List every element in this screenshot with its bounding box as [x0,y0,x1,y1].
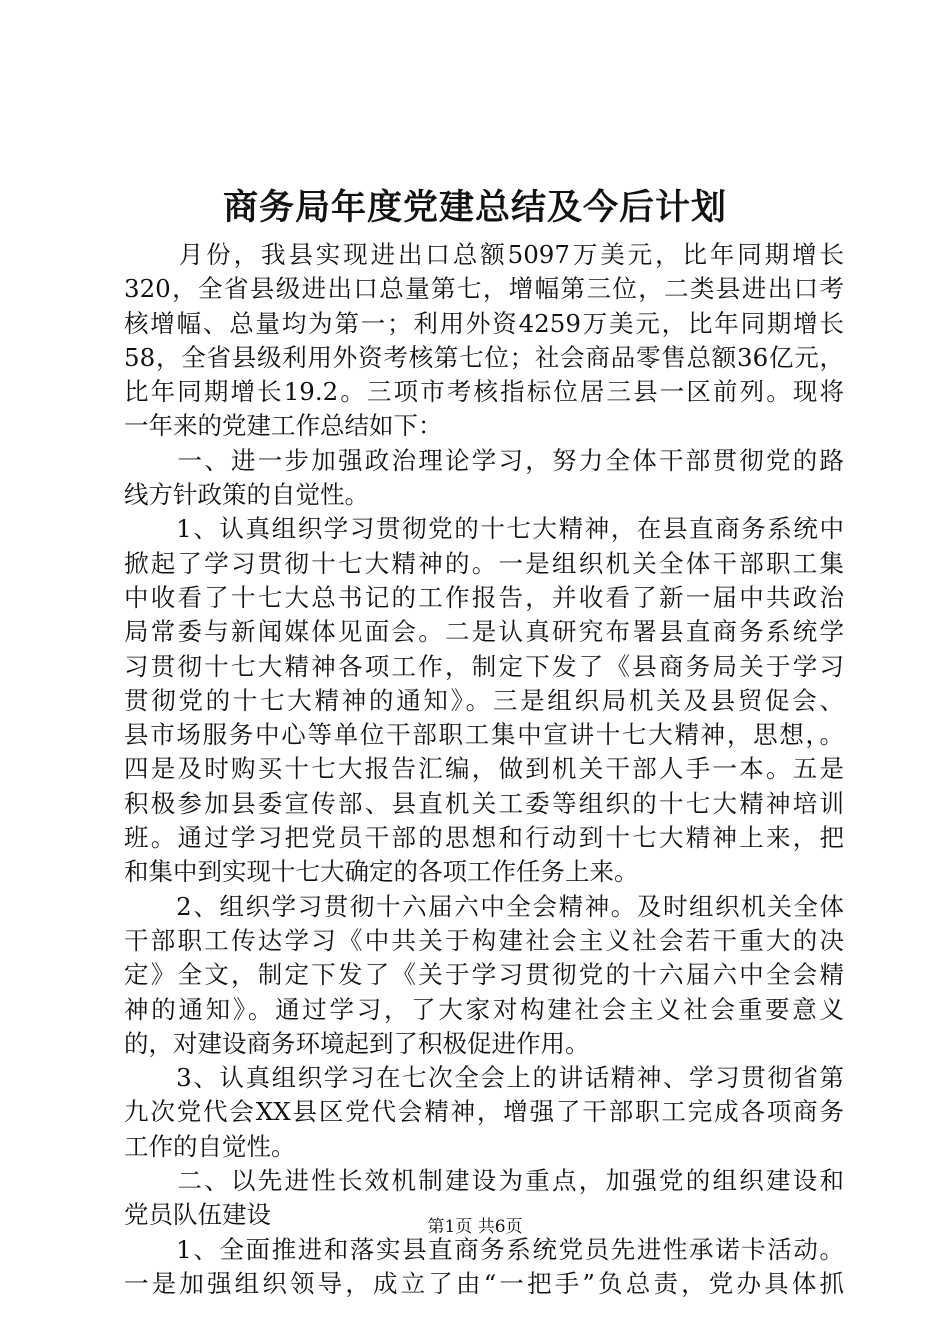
text-line: 干部职工传达学习《中共关于构建社会主义社会若干重大的决 [124,925,844,955]
document-body [124,238,844,1301]
text-line: 1、认真组织学习贯彻党的十七大精神，在县直商务系统中 [124,514,844,544]
text-line: 班。通过学习把党员干部的思想和行动到十七大精神上来，把 [124,823,844,853]
text-line: 比年同期增长19.2。三项市考核指标位居三县一区前列。现将 [124,377,844,407]
text-line: 的，对建设商务环境起到了积极促进作用。 [124,1028,590,1058]
text-line: 月份，我县实现进出口总额5097万美元，比年同期增长 [124,240,844,269]
text-line: 2、组织学习贯彻十六届六中全会精神。及时组织机关全体 [124,891,844,921]
text-line: 320，全省县级进出口总量第七，增幅第三位，二类县进出口考 [124,274,844,304]
text-line: 县市场服务中心等单位干部职工集中宣讲十七大精神，思想，。 [124,720,844,750]
text-line: 一、进一步加强政治理论学习，努力全体干部贯彻党的路 [124,445,844,475]
text-line: 神的通知》。通过学习，了大家对构建社会主义社会重要意义 [124,994,844,1024]
text-line: 工作的自觉性。 [124,1131,296,1161]
text-line: 1、全面推进和落实县直商务系统党员先进性承诺卡活动。 [124,1234,844,1264]
text-line: 中收看了十七大总书记的工作报告，并收看了新一届中共政治 [124,582,844,612]
text-line: 定》全文，制定下发了《关于学习贯彻党的十六届六中全会精 [124,960,844,990]
text-line: 和集中到实现十七大确定的各项工作任务上来。 [124,857,639,887]
page-footer: 第1页 共6页 [427,1217,523,1237]
text-line: 一年来的党建工作总结如下： [124,411,443,441]
text-line: 九次党代会XX县区党代会精神，增强了干部职工完成各项商务 [124,1097,844,1127]
text-line: 线方针政策的自觉性。 [124,480,369,510]
text-line: 四是及时购买十七大报告汇编，做到机关干部人手一本。五是 [124,754,844,784]
text-line: 习贯彻十七大精神各项工作，制定下发了《县商务局关于学习 [124,651,844,681]
text-line: 3、认真组织学习在七次全会上的讲话精神、学习贯彻省第 [124,1063,844,1093]
text-line: 掀起了学习贯彻十七大精神的。一是组织机关全体干部职工集 [124,548,844,578]
text-line: 贯彻党的十七大精神的通知》。三是组织局机关及县贸促会、 [124,685,844,715]
text-line: 积极参加县委宣传部、县直机关工委等组织的十七大精神培训 [124,788,844,818]
text-line: 核增幅、总量均为第一；利用外资4259万美元，比年同期增长 [124,308,844,338]
text-line: 二、以先进性长效机制建设为重点，加强党的组织建设和 [124,1166,844,1196]
document-title: 商务局年度党建总结及今后计划 [222,187,727,228]
text-line: 一是加强组织领导，成立了由“一把手”负总责，党办具体抓 [124,1268,844,1298]
text-line: 局常委与新闻媒体见面会。二是认真研究布署县直商务系统学 [124,617,844,647]
text-line: 58，全省县级利用外资考核第七位；社会商品零售总额36亿元， [124,342,844,372]
text-line: 党员队伍建设 [124,1200,271,1230]
